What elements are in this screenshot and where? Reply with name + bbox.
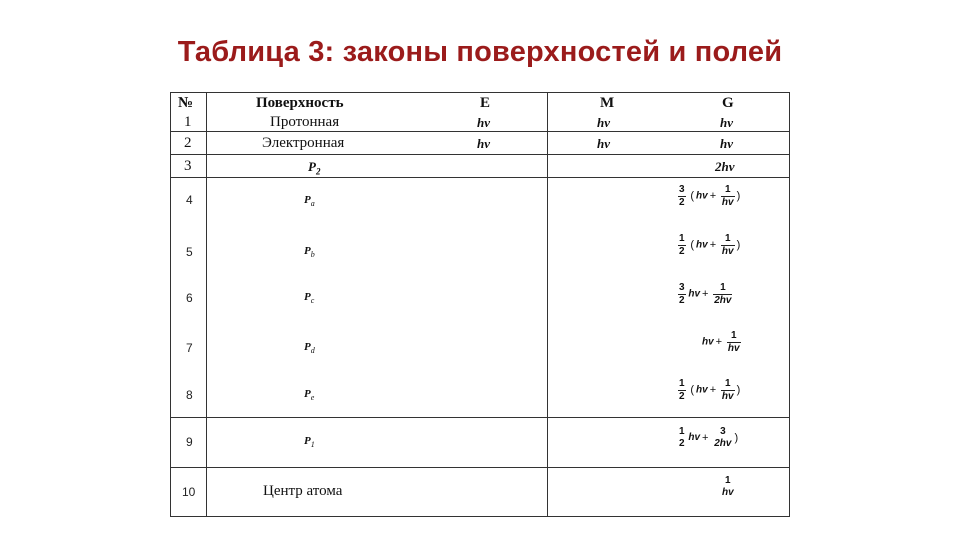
term-fraction: 1 hv [722,475,734,498]
table-rule [170,417,790,418]
term-fraction: $\frac{1}{hv}$ [727,330,740,354]
row-10-num: 10 [182,485,196,499]
coef-fraction: 1 2 [679,426,685,449]
row-5-surface: $P_b$ [304,245,315,260]
coef-fraction: $\frac{1}{2}$ [679,233,685,257]
header-m: M [600,95,615,111]
coef-fraction: $\frac{1}{2}$ [679,378,685,402]
table-rule [789,92,790,517]
row-1-m: hv [597,115,610,130]
coef-fraction: $\frac{3}{2}$ [679,184,685,208]
term-fraction: $\frac{1}{hv}$ [721,184,734,208]
row-2-m: hv [597,136,610,151]
table-rule [170,92,790,93]
row-6-surface: $P_c$ [304,291,315,306]
row-1-num: 1 [184,114,192,130]
row-10-g-formula [721,475,735,498]
row-5-g-formula: $\frac{1}{2}$ ( hv + $\frac{1}{hv}$ ) [679,233,741,257]
term-fraction: $\frac{1}{hv}$ [721,233,734,257]
table-rule [170,131,790,132]
row-9-surface: $P_1$ [304,435,315,450]
table-rule [170,467,790,468]
row-3-num: 3 [184,158,192,174]
row-3-g: 2hv [715,159,735,174]
term-fraction: $\frac{1}{2hv}$ [714,282,732,306]
row-9-num: 9 [186,435,193,449]
table-rule [170,92,171,517]
row-4-g-formula: $\frac{3}{2}$ ( hv + $\frac{1}{hv}$ ) [679,184,741,208]
row-2-surface: Электронная [262,135,345,151]
header-num: № [178,95,194,111]
row-3-surface: $P_2$ [308,159,321,177]
term-fraction: 3 2hv [714,426,732,449]
row-8-num: 8 [186,388,193,402]
header-g: G [722,95,734,111]
row-4-surface: $P_a$ [304,194,315,209]
row-5-num: 5 [186,245,193,259]
table-rule [170,177,790,178]
table-rule [547,92,548,177]
row-8-surface: $P_e$ [304,388,315,403]
header-e: E [480,95,491,111]
row-1-e: hv [477,115,490,130]
row-1-surface: Протонная [270,114,340,130]
laws-table [170,92,790,516]
row-6-num: 6 [186,291,193,305]
row-9-g-formula: 1 2 hv + 3 2hv ) [679,426,739,449]
row-7-surface: $P_d$ [304,341,315,356]
coef-fraction: $\frac{3}{2}$ [679,282,685,306]
table-rule [170,154,790,155]
term-fraction: $\frac{1}{hv}$ [721,378,734,402]
row-6-g-formula: $\frac{3}{2}$ hv + $\frac{1}{2hv}$ [679,282,732,306]
row-7-num: 7 [186,341,193,355]
row-8-g-formula: $\frac{1}{2}$ ( hv + $\frac{1}{hv}$ ) [679,378,741,402]
row-4-num: 4 [186,193,193,207]
header-surface: Поверхность [256,95,344,111]
table-rule [547,177,548,517]
row-2-e: hv [477,136,490,151]
row-2-g: hv [720,136,733,151]
row-10-surface: Центр атома [263,483,343,499]
table-rule [206,92,207,517]
row-2-num: 2 [184,135,192,151]
table-rule [170,516,790,517]
row-7-g-formula: hv + $\frac{1}{hv}$ [702,330,740,354]
slide-title: Таблица 3: законы поверхностей и полей [177,36,783,68]
row-1-g: hv [720,115,733,130]
